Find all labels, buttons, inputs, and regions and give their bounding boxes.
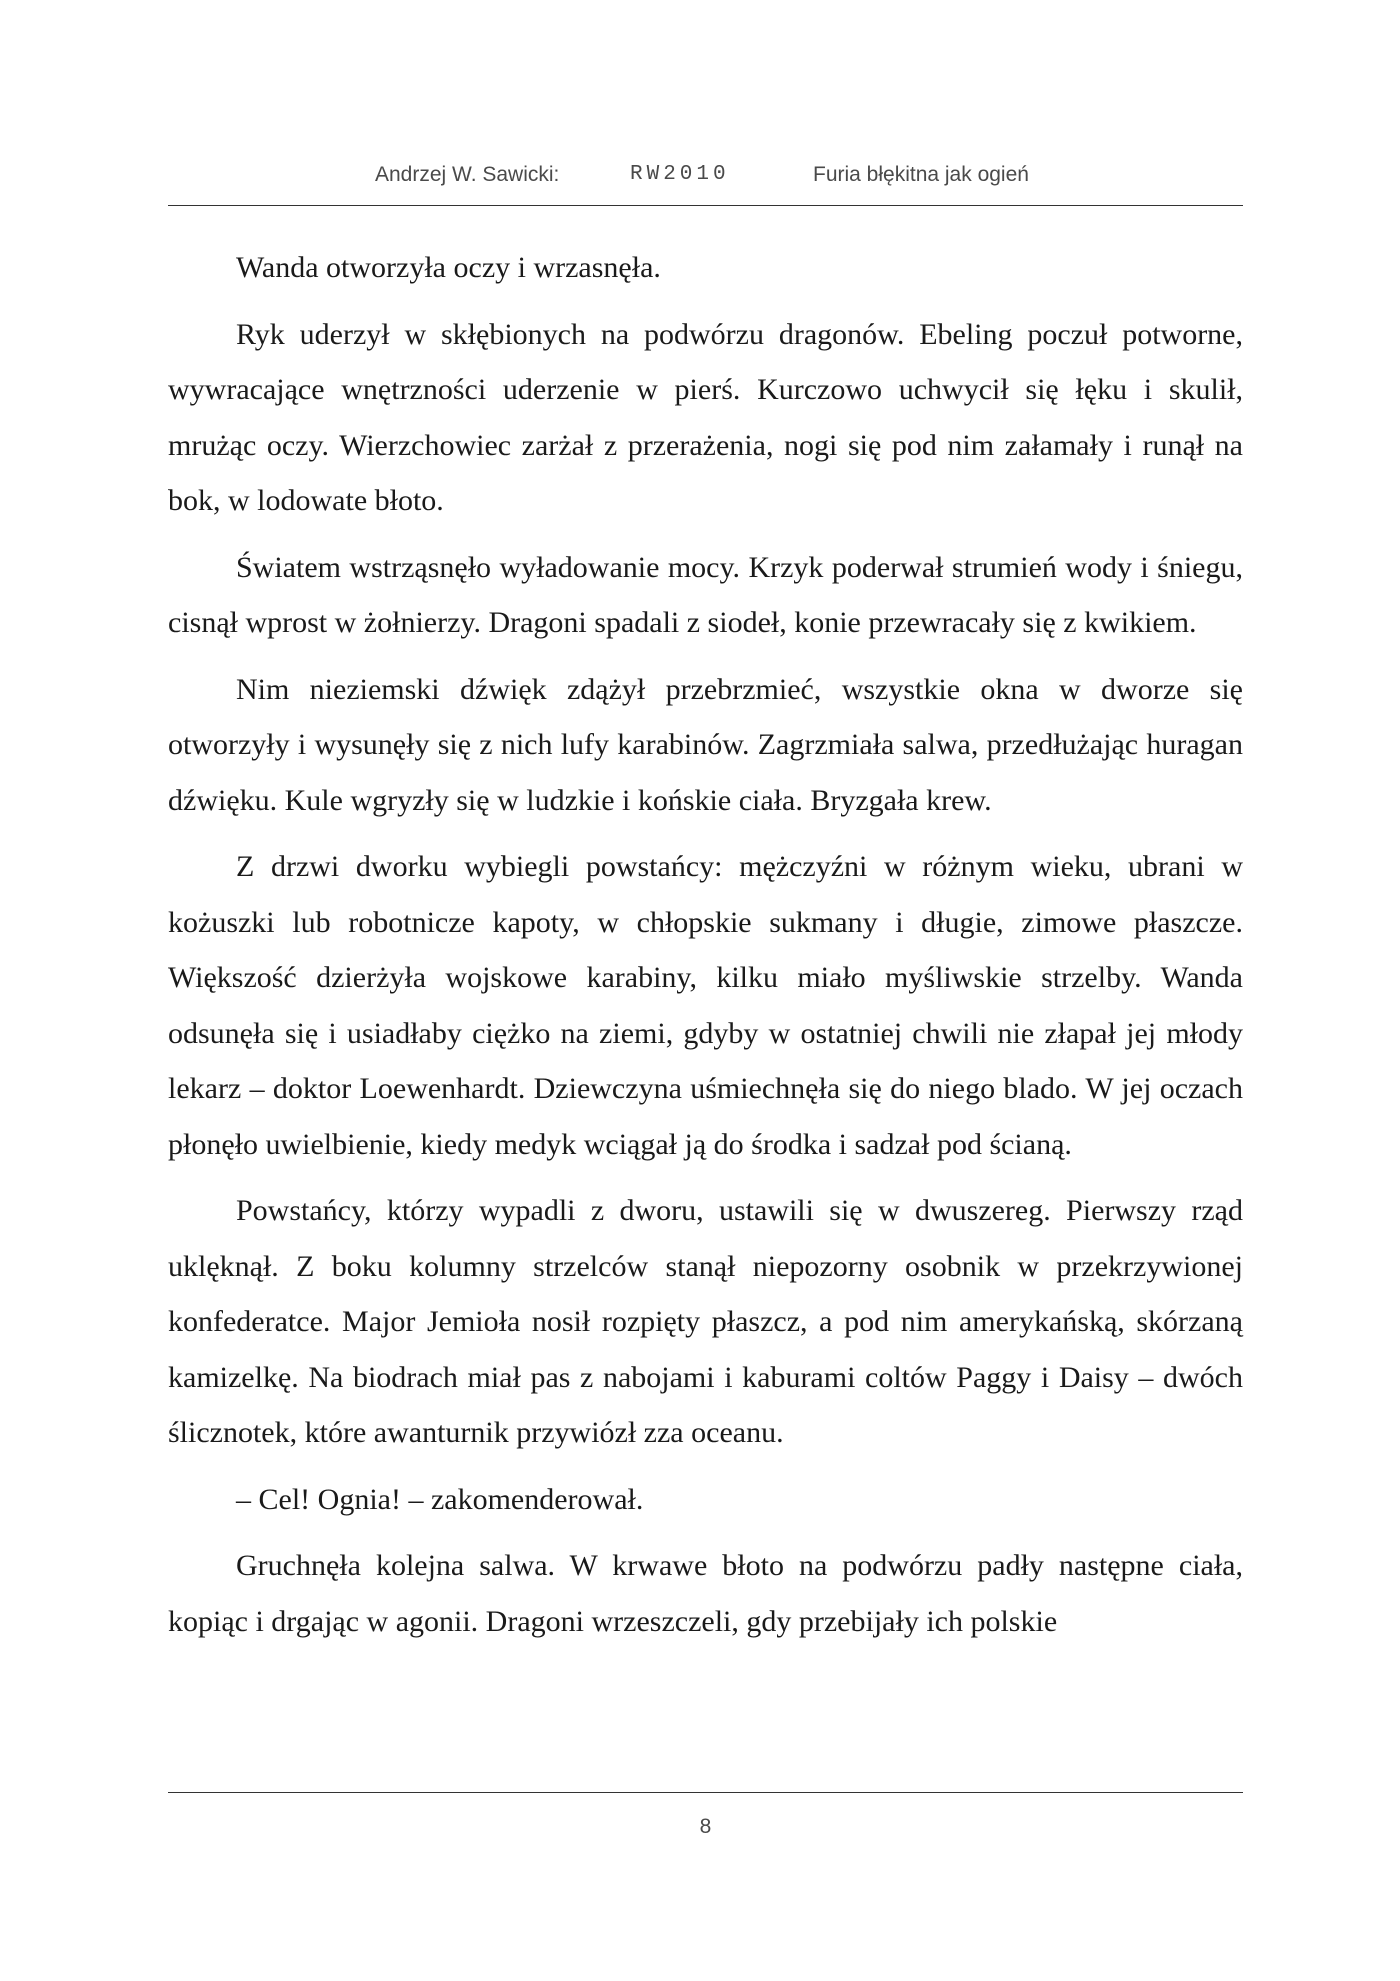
header-publisher-code: RW2010 <box>630 163 730 186</box>
paragraph: Ryk uderzył w skłębionych na podwórzu dragonów. Ebeling poczuł potworne, wywracające wnętrzności uderzenie w pierś. Kurczowo uchwycił się łęku i skulił, mrużąc oczy. Wierzchowiec zarżał z przerażenia, nogi się pod nim załamały i runął na bok, w lodowate błoto. <box>168 317 1243 517</box>
header-book-title: Furia błękitna jak ogień <box>813 163 1029 186</box>
paragraph: Światem wstrząsnęło wyładowanie mocy. Krzyk poderwał strumień wody i śniegu, cisnął wprost w żołnierzy. Dragoni spadali z siodeł, konie przewracały się z kwikiem. <box>168 550 1243 639</box>
paragraph: Gruchnęła kolejna salwa. W krwawe błoto na podwórzu padły następne ciała, kopiąc i drgając w agonii. Dragoni wrzeszczeli, gdy przebijały ich polskie <box>168 1549 1243 1638</box>
running-header <box>168 163 1243 193</box>
paragraph: Wanda otworzyła oczy i wrzasnęła. <box>236 251 661 284</box>
page-number: 8 <box>699 1815 712 1838</box>
header-author: Andrzej W. Sawicki: <box>375 163 560 186</box>
body-text <box>168 240 1243 1660</box>
paragraph: – Cel! Ognia! – zakomenderował. <box>236 1482 644 1516</box>
paragraph: Powstańcy, którzy wypadli z dworu, ustawili się w dwuszereg. Pierwszy rząd uklęknął. Z boku kolumny strzelców stanął niepozorny osobnik w przekrzywionej konfederatce. Major Jemioła nosił rozpięty płaszcz, a pod nim amerykańską, skórzaną kamizelkę. Na biodrach miał pas z nabojami i kaburami coltów Paggy i Daisy – dwóch ślicznotek, które awanturnik przywiózł zza oceanu. <box>168 1194 1243 1449</box>
paragraph: Nim nieziemski dźwięk zdążył przebrzmieć, wszystkie okna w dworze się otworzyły i wysunęły się z nich lufy karabinów. Zagrzmiała salwa, przedłużając huragan dźwięku. Kule wgryzły się w ludzkie i końskie ciała. Bryzgała krew. <box>168 672 1243 817</box>
footer-divider <box>168 1792 1243 1793</box>
header-divider <box>168 205 1243 206</box>
paragraph: Z drzwi dworku wybiegli powstańcy: mężczyźni w różnym wieku, ubrani w kożuszki lub robotnicze kapoty, w chłopskie sukmany i długie, zimowe płaszcze. Większość dzierżyła wojskowe karabiny, kilku miało myśliwskie strzelby. Wanda odsunęła się i usiadłaby ciężko na ziemi, gdyby w ostatniej chwili nie złapał jej młody lekarz – doktor Loewenhardt. Dziewczyna uśmiechnęła się do niego blado. W jej oczach płonęło uwielbienie, kiedy medyk wciągał ją do środka i sadzał pod ścianą. <box>168 850 1243 1161</box>
